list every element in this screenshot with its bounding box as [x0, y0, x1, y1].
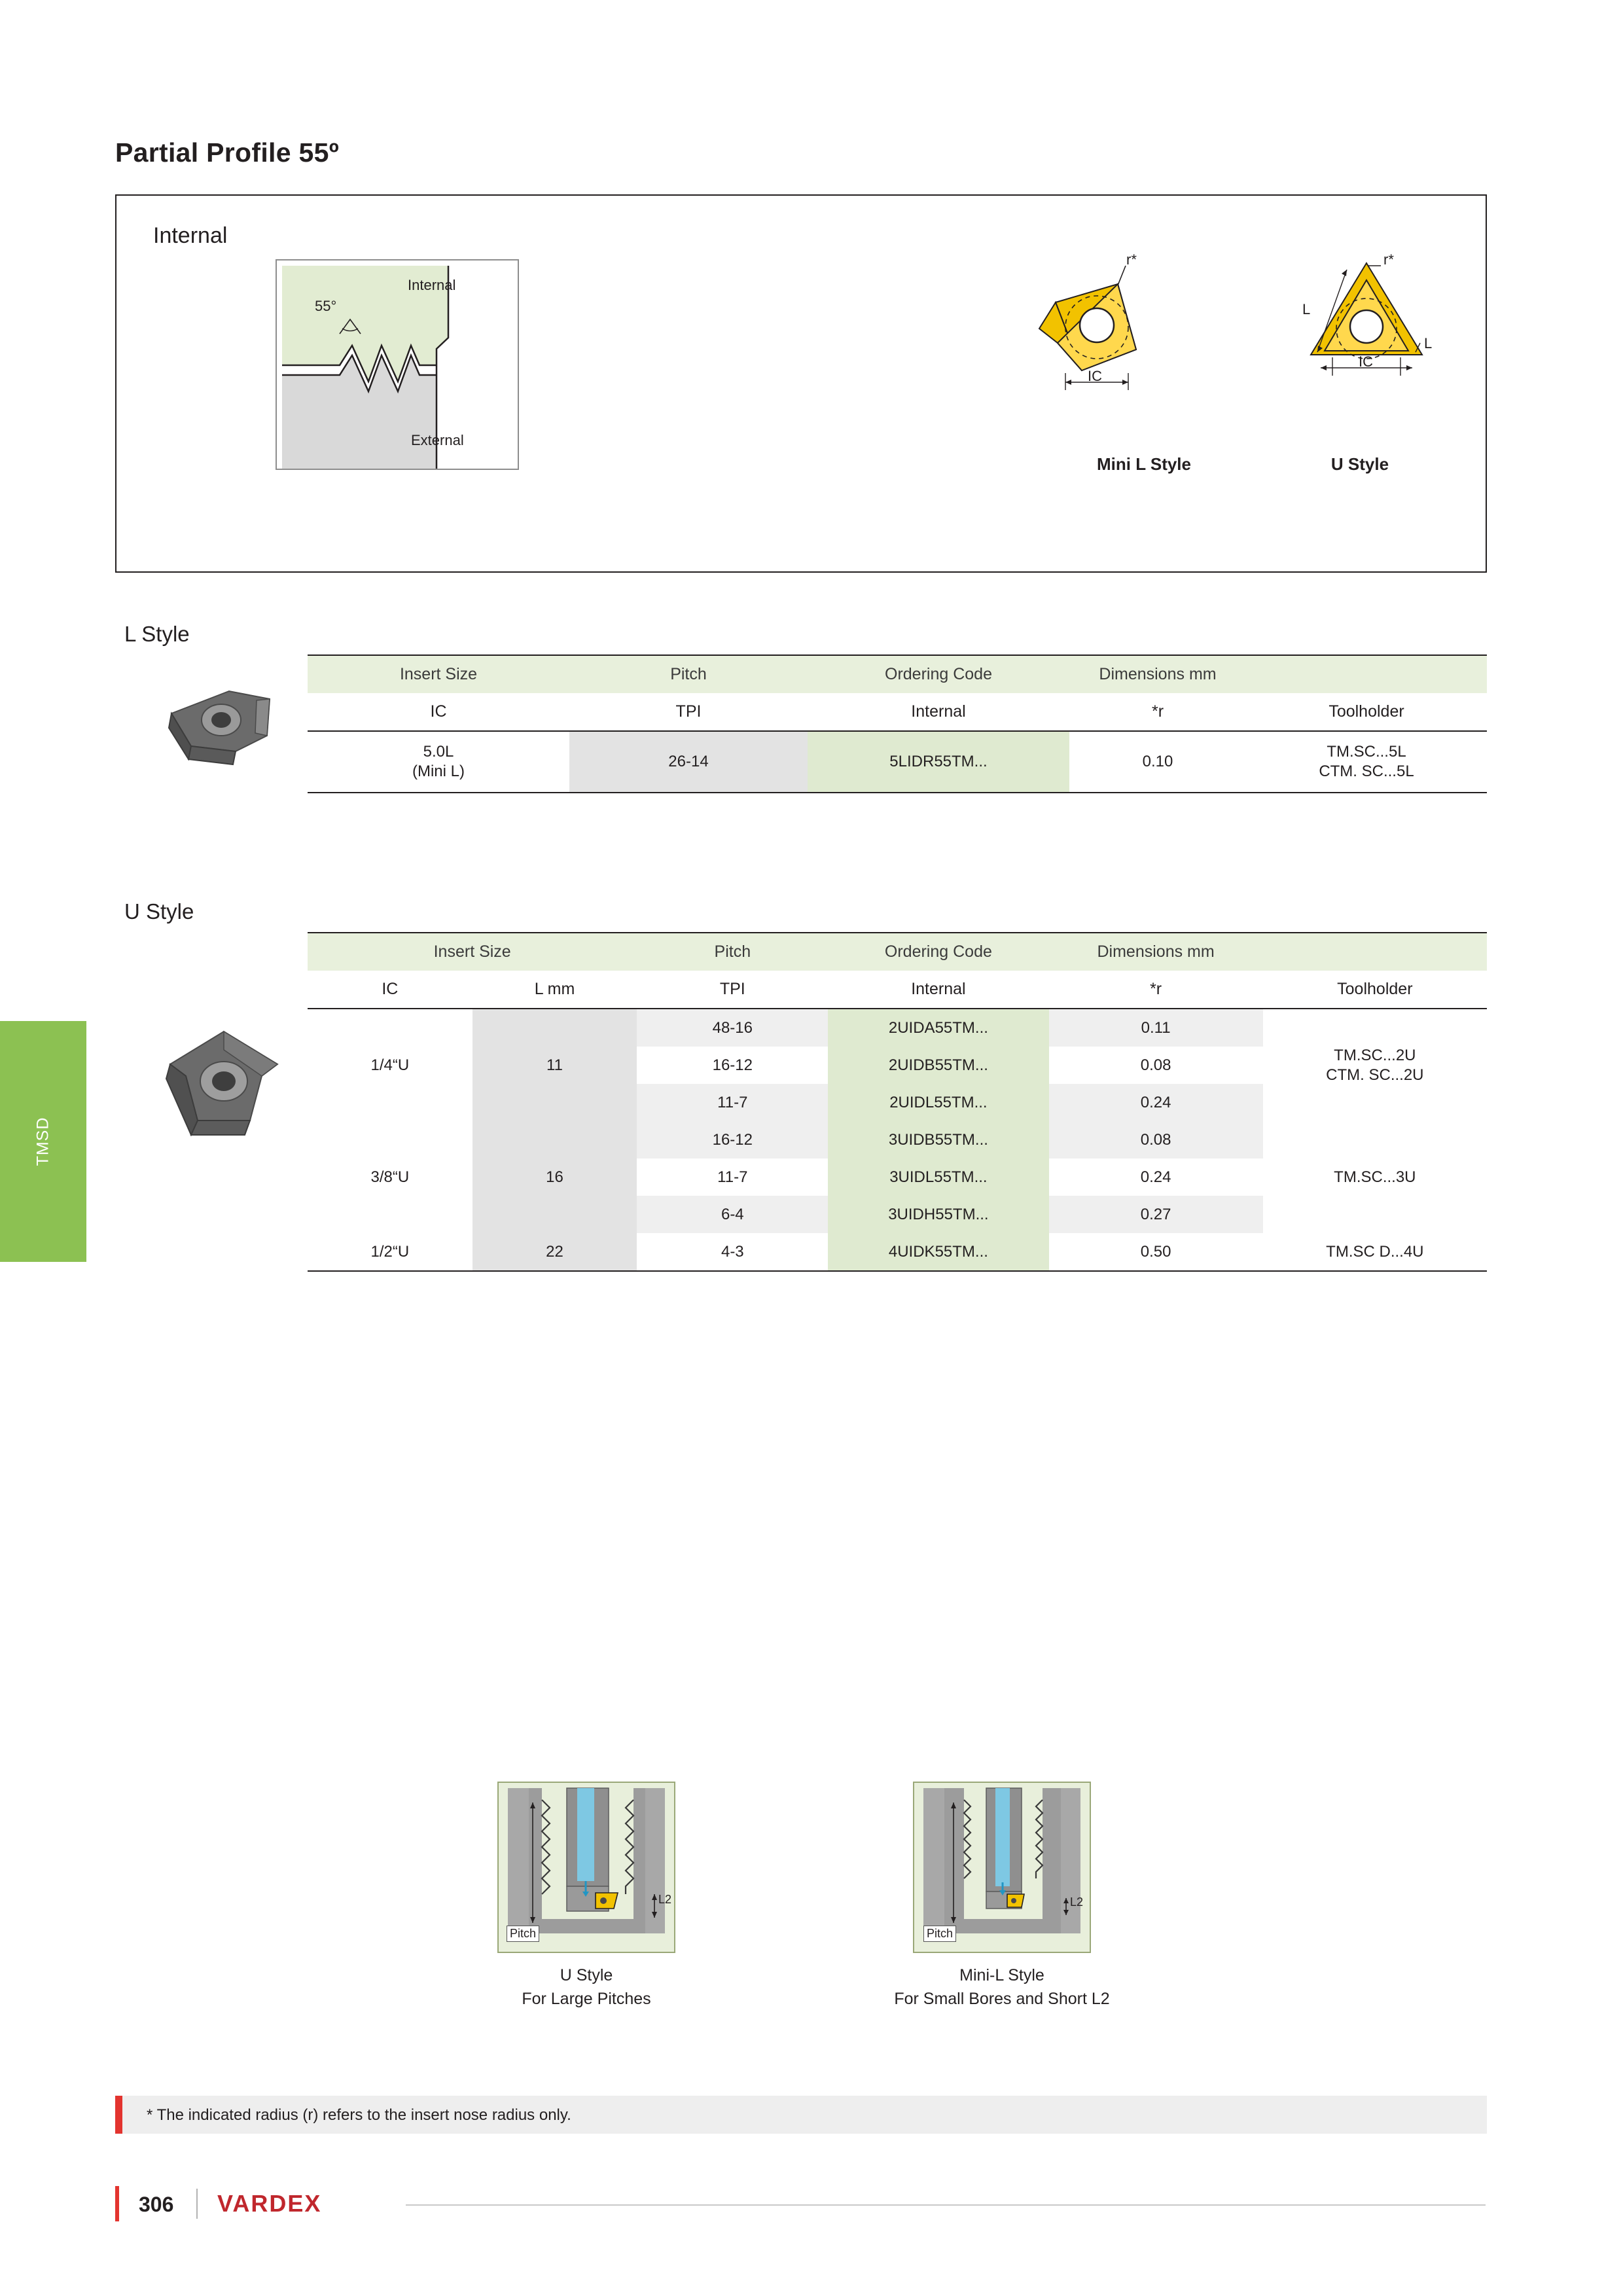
cell-toolholder-line1: TM.SC...2U [1334, 1046, 1416, 1064]
table-group-header-row [308, 933, 1487, 971]
cell-r: 0.10 [1069, 731, 1246, 793]
table-row [308, 731, 1487, 793]
cell-toolholder: TM.SC...3U [1263, 1121, 1487, 1233]
table-group-header-row [308, 655, 1487, 693]
cell-r: 0.24 [1049, 1158, 1263, 1196]
table-sub-header-row [308, 693, 1487, 731]
table-row [308, 1121, 1487, 1158]
cell-ic-line1: 5.0L [423, 743, 454, 761]
footnote-bar [115, 2096, 1487, 2134]
cell-r: 0.27 [1049, 1196, 1263, 1233]
cell-internal-code: 2UIDL55TM... [828, 1084, 1048, 1121]
profile-external-label: External [411, 432, 464, 448]
sub-header-toolholder: Toolholder [1263, 971, 1487, 1009]
sub-header-internal: Internal [828, 971, 1048, 1009]
sub-header-r: *r [1069, 693, 1246, 731]
group-header-ordering-code: Ordering Code [828, 933, 1048, 971]
profile-angle-label: 55° [315, 298, 337, 314]
u-style-caption: U Style [1330, 454, 1389, 474]
cell-toolholder-line2: CTM. SC...2U [1326, 1066, 1424, 1084]
cell-toolholder: TM.SC D...4U [1263, 1233, 1487, 1271]
group-header-blank [1246, 655, 1487, 693]
sub-header-tpi: TPI [569, 693, 808, 731]
insert-drawings [1020, 251, 1491, 467]
sub-header-l-mm: L mm [473, 971, 637, 1009]
cell-internal-code: 2UIDA55TM... [828, 1009, 1048, 1047]
thread-profile-figure [276, 259, 519, 470]
insert-illustrations [1020, 251, 1491, 513]
cell-r: 0.24 [1049, 1084, 1263, 1121]
internal-profile-panel [115, 194, 1487, 573]
cell-ic: 1/4“U [308, 1009, 473, 1121]
l2-label: L2 [658, 1893, 672, 1906]
application-caption-u-style [436, 1964, 737, 2011]
panel-title: Internal [153, 223, 228, 248]
mini-l-ic-label: IC [1088, 368, 1102, 384]
page-number: 306 [139, 2193, 174, 2216]
section-tab-tmsd [0, 1021, 86, 1262]
l-style-table [308, 655, 1487, 793]
cell-tpi: 4-3 [637, 1233, 828, 1271]
pitch-tag: Pitch [923, 1926, 956, 1942]
sub-header-ic: IC [308, 693, 569, 731]
cell-ic-line2: (Mini L) [412, 762, 465, 780]
caption-line2: For Large Pitches [522, 1990, 651, 2009]
mini-l-r-label: r* [1126, 251, 1137, 268]
page-title: Partial Profile 55º [115, 137, 339, 168]
sub-header-tpi: TPI [637, 971, 828, 1009]
u-l-label-right: L [1424, 335, 1433, 351]
sub-header-toolholder: Toolholder [1246, 693, 1487, 731]
cell-r: 0.11 [1049, 1009, 1263, 1047]
l2-label: L2 [1070, 1895, 1084, 1909]
caption-line1: U Style [560, 1966, 613, 1984]
cell-tpi: 16-12 [637, 1047, 828, 1084]
group-header-pitch: Pitch [569, 655, 808, 693]
footer-line [406, 2204, 1486, 2206]
group-header-pitch: Pitch [637, 933, 828, 971]
cell-tpi: 26-14 [569, 731, 808, 793]
section-heading-u-style: U Style [124, 899, 194, 924]
cell-toolholder-line2: CTM. SC...5L [1319, 762, 1414, 780]
mini-l-style-caption: Mini L Style [1097, 454, 1191, 474]
cell-internal-code: 3UIDH55TM... [828, 1196, 1048, 1233]
cell-ic [308, 731, 569, 793]
cell-tpi: 11-7 [637, 1158, 828, 1196]
pitch-tag: Pitch [507, 1926, 539, 1942]
cell-tpi: 16-12 [637, 1121, 828, 1158]
thread-profile-drawing [277, 260, 518, 469]
section-heading-l-style: L Style [124, 622, 190, 646]
sub-header-r: *r [1049, 971, 1263, 1009]
group-header-dimensions: Dimensions mm [1069, 655, 1246, 693]
cell-l-mm: 22 [473, 1233, 637, 1271]
l-style-insert-photo [157, 673, 288, 774]
group-header-dimensions: Dimensions mm [1049, 933, 1263, 971]
sub-header-ic: IC [308, 971, 473, 1009]
section-tab-label: TMSD [33, 1117, 52, 1166]
caption-line1: Mini-L Style [959, 1966, 1044, 1984]
u-style-table [308, 932, 1487, 1272]
cell-r: 0.08 [1049, 1121, 1263, 1158]
cell-internal-code: 3UIDL55TM... [828, 1158, 1048, 1196]
application-figure-mini-l-style [913, 1782, 1091, 1953]
application-caption-mini-l-style [851, 1964, 1152, 2011]
footer-accent-bar [115, 2186, 119, 2221]
cell-tpi: 6-4 [637, 1196, 828, 1233]
cell-l-mm: 11 [473, 1009, 637, 1121]
cell-tpi: 48-16 [637, 1009, 828, 1047]
cell-toolholder [1246, 731, 1487, 793]
footnote-text: * The indicated radius (r) refers to the insert nose radius only. [147, 2106, 571, 2124]
cell-internal-code: 2UIDB55TM... [828, 1047, 1048, 1084]
caption-line2: For Small Bores and Short L2 [894, 1990, 1110, 2009]
u-style-insert-photo [152, 1016, 296, 1163]
cell-internal-code: 3UIDB55TM... [828, 1121, 1048, 1158]
footnote-accent-bar [115, 2096, 122, 2134]
application-figure-u-style [497, 1782, 675, 1953]
cell-ic: 3/8“U [308, 1121, 473, 1233]
brand-logo: VARDEX [217, 2190, 322, 2217]
cell-internal-code: 5LIDR55TM... [808, 731, 1069, 793]
cell-toolholder [1263, 1009, 1487, 1121]
group-header-insert-size: Insert Size [308, 655, 569, 693]
u-l-label-left: L [1302, 301, 1311, 317]
group-header-insert-size: Insert Size [308, 933, 637, 971]
cell-r: 0.08 [1049, 1047, 1263, 1084]
sub-header-internal: Internal [808, 693, 1069, 731]
table-row [308, 1009, 1487, 1047]
cell-ic: 1/2“U [308, 1233, 473, 1271]
table-sub-header-row [308, 971, 1487, 1009]
group-header-ordering-code: Ordering Code [808, 655, 1069, 693]
u-ic-label: IC [1359, 353, 1373, 370]
group-header-blank [1263, 933, 1487, 971]
footer-divider [196, 2189, 198, 2219]
cell-toolholder-line1: TM.SC...5L [1327, 743, 1406, 761]
profile-internal-label: Internal [408, 277, 456, 293]
u-r-label: r* [1383, 251, 1394, 268]
cell-l-mm: 16 [473, 1121, 637, 1233]
cell-internal-code: 4UIDK55TM... [828, 1233, 1048, 1271]
cell-r: 0.50 [1049, 1233, 1263, 1271]
table-row [308, 1233, 1487, 1271]
cell-tpi: 11-7 [637, 1084, 828, 1121]
